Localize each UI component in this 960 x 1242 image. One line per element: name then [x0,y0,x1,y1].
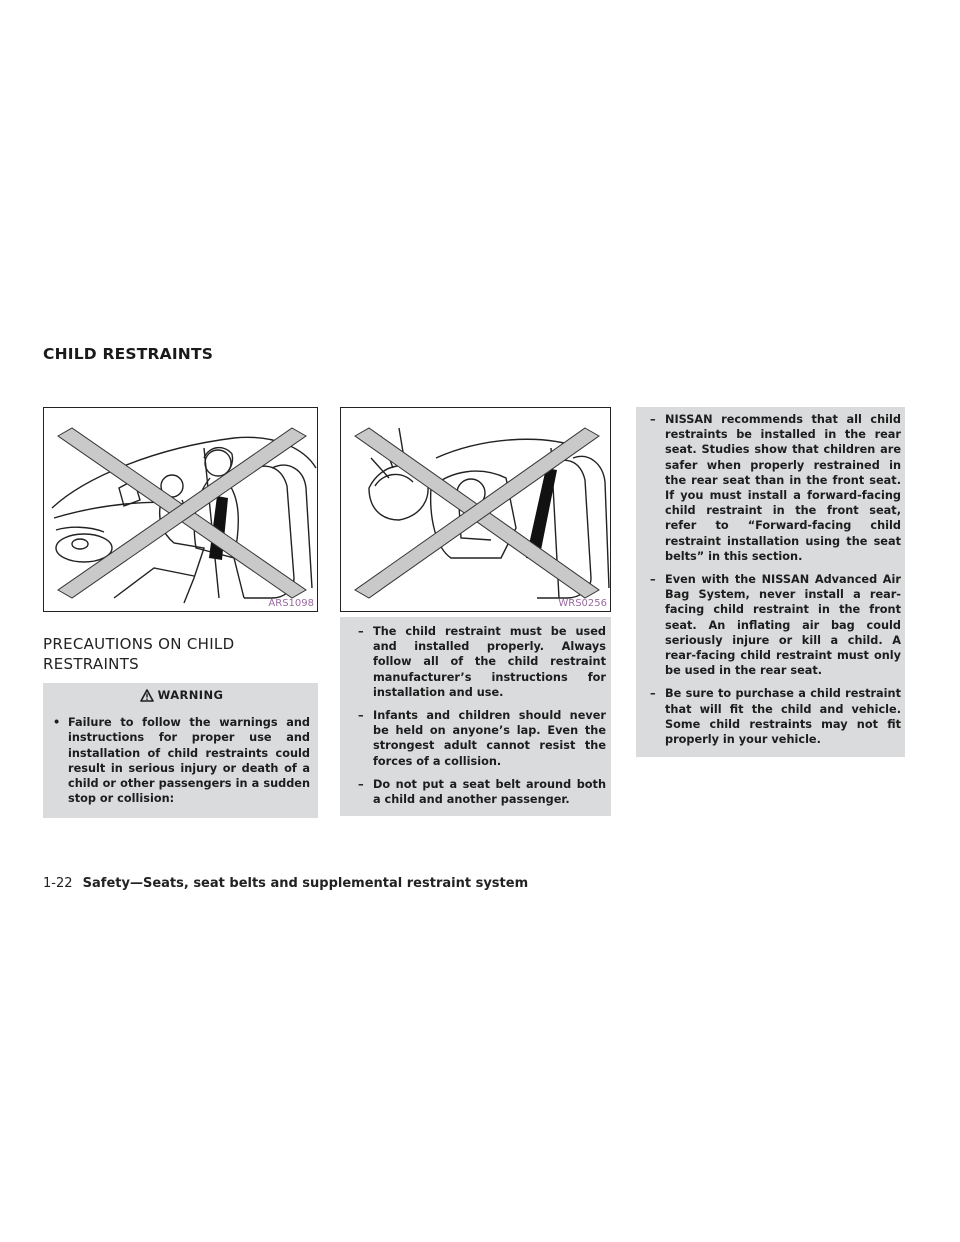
figure-child-on-lap [43,407,318,612]
figure-code: ARS1098 [268,598,314,609]
warning-subitem: – Even with the NISSAN Advanced Air Bag System, never install a rear-facing child restraint in the front seat. An inflating air bag could seriously injure or kill a child. A rear-facing child restraint must only be used in the rear seat. [650,573,901,678]
figure-rear-facing-airbag [340,407,611,612]
figure-code: WRS0256 [558,598,607,609]
warning-subitem: – Be sure to purchase a child restraint that will fit the child and vehicle. Some child restraints may not fit properly in your vehicle. [650,687,901,747]
warning-title: WARNING [53,688,310,703]
crossed-out-child-on-lap-illustration [44,408,319,613]
dash: – [650,687,656,701]
bullet: • [53,716,61,730]
warning-box [43,683,318,818]
dash: – [358,709,364,723]
warning-box-continued [340,617,611,816]
warning-box-continued [636,407,905,757]
dash: – [650,413,656,426]
warning-subitem: – Do not put a seat belt around both a child and another passenger. [358,777,606,807]
dash: – [650,573,656,587]
section-heading: CHILD RESTRAINTS [43,345,214,363]
dash: – [358,625,364,638]
warning-subitem: – The child restraint must be used and installed properly. Always follow all of the child restraint manufacturer’s instructions for installation and use. [358,625,606,699]
warning-triangle-icon [140,689,154,702]
warning-subitem: – Infants and children should never be held on anyone’s lap. Even the strongest adult cannot resist the forces of a collision. [358,709,606,768]
dash: – [358,777,364,791]
warning-item: • Failure to follow the warnings and instructions for proper use and installation of child restraints could result in serious injury or death of a child or other passengers in a sudden stop or collision: [53,716,310,806]
footer-title: Safety—Seats, seat belts and supplemental restraint system [82,876,529,891]
subheading: PRECAUTIONS ON CHILD RESTRAINTS [43,635,235,673]
crossed-out-rear-facing-seat-airbag-illustration [341,408,612,613]
warning-subitem: – NISSAN recommends that all child restraints be installed in the rear seat. Studies show that children are safer when properly restrained in the rear seat than in the front seat. If you must install a forward-facing child restraint in the front seat, refer to “Forward-facing child restraint installation using the seat belts” in this section. [650,413,901,563]
page-footer [43,876,528,891]
page-number: 1-22 [43,876,73,891]
